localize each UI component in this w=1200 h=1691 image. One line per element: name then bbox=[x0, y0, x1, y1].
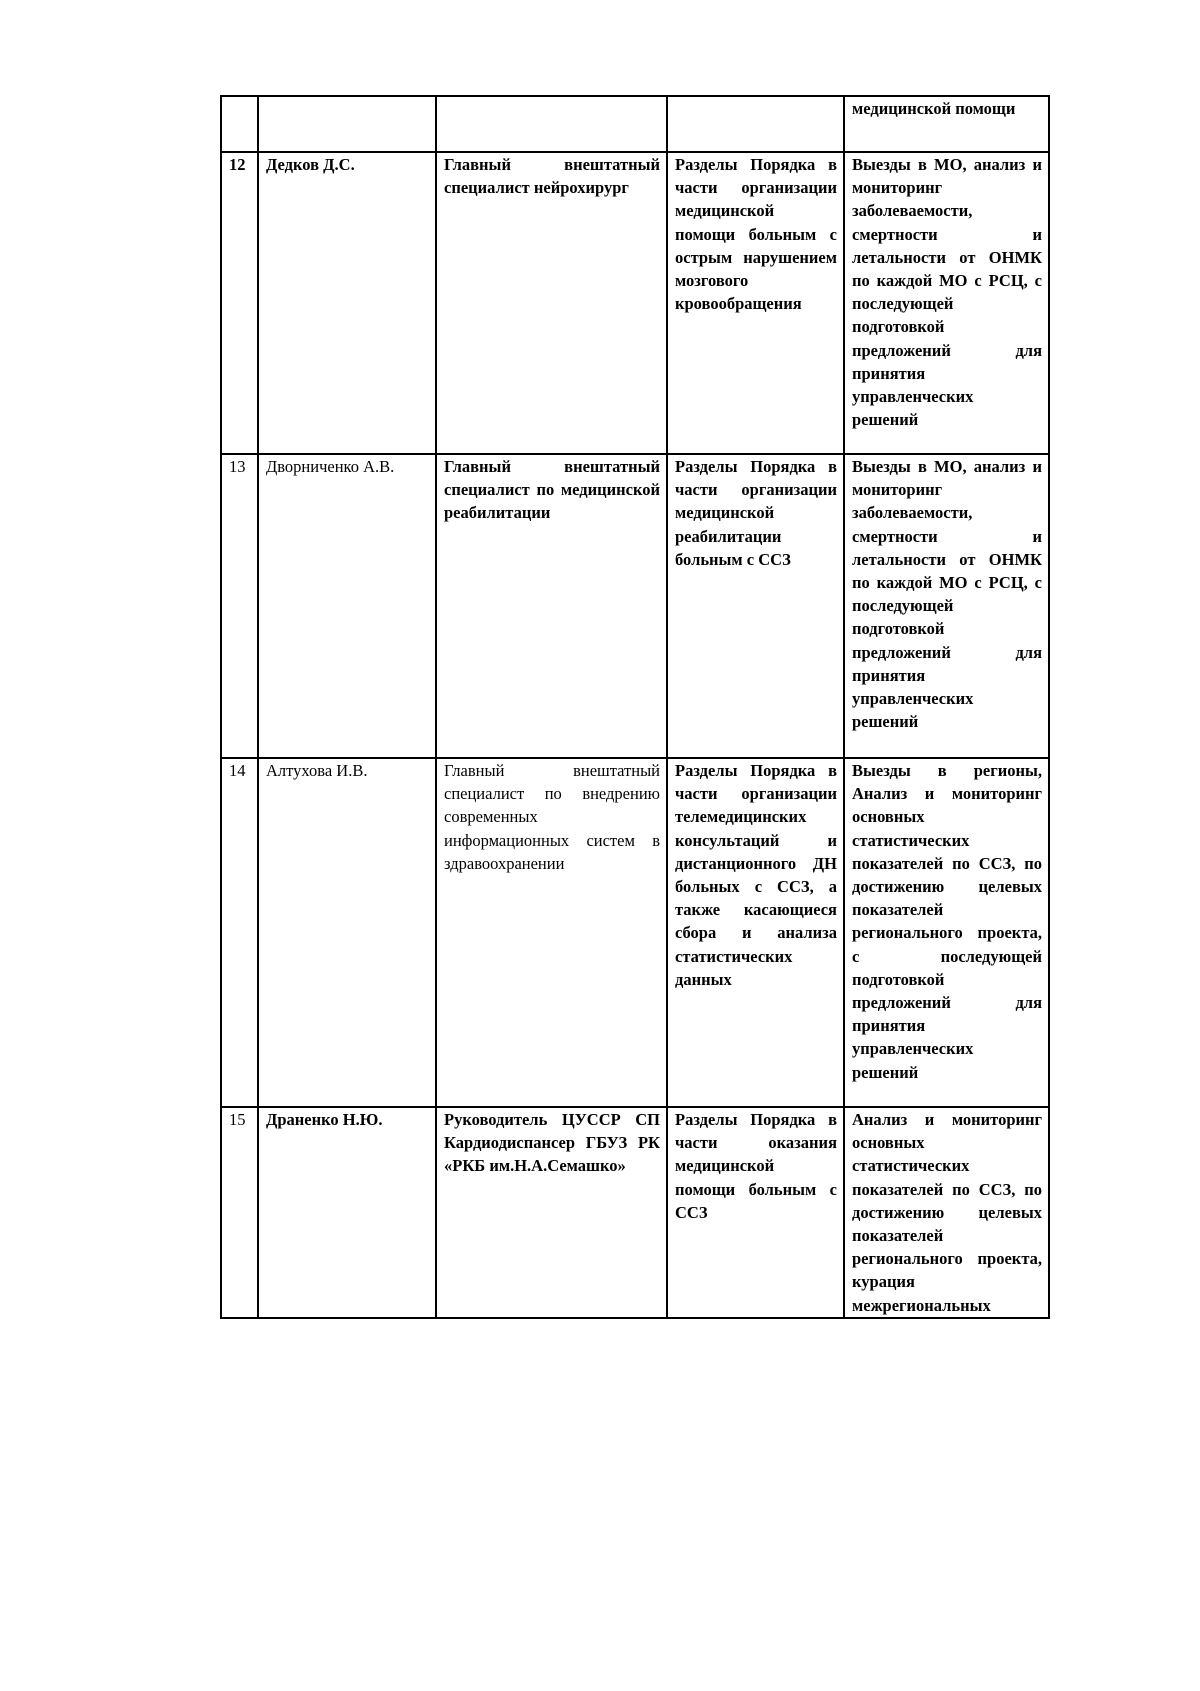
activities-cell: Выезды в МО, анализ и мониторинг заболеваемости, смертности и летальности от ОНМК по каждой МО с РСЦ, с последующей подготовкой предложений для принятия управленческих решений bbox=[844, 454, 1049, 758]
row-number-cell: 15 bbox=[221, 1107, 258, 1318]
table-row bbox=[221, 454, 1049, 758]
row-number-cell: 13 bbox=[221, 454, 258, 758]
activities-cell: медицинской помощи bbox=[844, 96, 1049, 152]
row-number-cell: 12 bbox=[221, 152, 258, 454]
table-row-continuation bbox=[221, 96, 1049, 152]
activities-cell: Выезды в регионы, Анализ и мониторинг основных статистических показателей по ССЗ, по достижению целевых показателей регионального проекта, с последующей подготовкой предложений для принятия управленческих решений bbox=[844, 758, 1049, 1107]
row-number-cell bbox=[221, 96, 258, 152]
sections-cell bbox=[667, 96, 844, 152]
sections-cell: Разделы Порядка в части оказания медицинской помощи больным с ССЗ bbox=[667, 1107, 844, 1318]
position-cell: Главный внештатный специалист по медицинской реабилитации bbox=[436, 454, 667, 758]
table-row bbox=[221, 152, 1049, 454]
name-cell: Драненко Н.Ю. bbox=[258, 1107, 436, 1318]
name-cell: Дедков Д.С. bbox=[258, 152, 436, 454]
position-cell bbox=[436, 96, 667, 152]
name-cell bbox=[258, 96, 436, 152]
name-cell: Алтухова И.В. bbox=[258, 758, 436, 1107]
table-row bbox=[221, 758, 1049, 1107]
position-cell: Руководитель ЦУССР СП Кардиодиспансер ГБУЗ РК «РКБ им.Н.А.Семашко» bbox=[436, 1107, 667, 1318]
activities-cell: Выезды в МО, анализ и мониторинг заболеваемости, смертности и летальности от ОНМК по каждой МО с РСЦ, с последующей подготовкой предложений для принятия управленческих решений bbox=[844, 152, 1049, 454]
position-cell: Главный внештатный специалист по внедрению современных информационных систем в здравоохранении bbox=[436, 758, 667, 1107]
responsibility-table bbox=[220, 95, 1050, 1319]
activities-cell: Анализ и мониторинг основных статистических показателей по ССЗ, по достижению целевых показателей регионального проекта, курация межрегиональных bbox=[844, 1107, 1049, 1318]
name-cell: Дворниченко А.В. bbox=[258, 454, 436, 758]
position-cell: Главный внештатный специалист нейрохирург bbox=[436, 152, 667, 454]
sections-cell: Разделы Порядка в части организации медицинской помощи больным с острым нарушением мозгового кровообращения bbox=[667, 152, 844, 454]
sections-cell: Разделы Порядка в части организации медицинской реабилитации больным с ССЗ bbox=[667, 454, 844, 758]
table-row bbox=[221, 1107, 1049, 1318]
row-number-cell: 14 bbox=[221, 758, 258, 1107]
sections-cell: Разделы Порядка в части организации телемедицинских консультаций и дистанционного ДН больных с ССЗ, а также касающиеся сбора и анализа статистических данных bbox=[667, 758, 844, 1107]
